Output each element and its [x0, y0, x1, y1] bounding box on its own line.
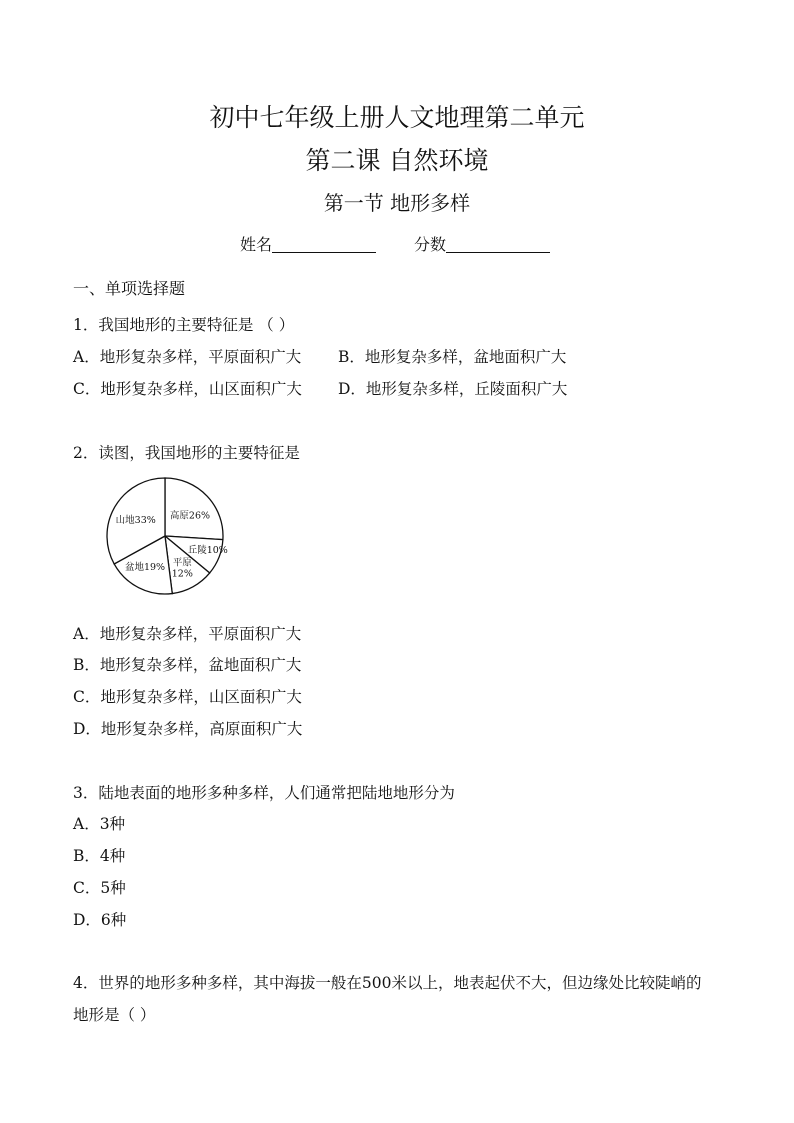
score-blank[interactable]: [446, 236, 550, 253]
pie-slice: [165, 478, 223, 540]
pie-slice-label: 山地33%: [115, 514, 156, 526]
page-title: 初中七年级上册人文地理第二单元: [209, 103, 585, 132]
question-3-option-c[interactable]: C．5种: [73, 879, 126, 897]
pie-slice-label: 高原26%: [169, 510, 211, 522]
question-2-stem: 2．读图，我国地形的主要特征是: [73, 444, 300, 462]
question-1-stem: 1．我国地形的主要特征是 （ ）: [73, 316, 295, 334]
question-1-option-c[interactable]: C．地形复杂多样，山区面积广大: [73, 380, 302, 398]
question-3-option-b[interactable]: B．4种: [73, 847, 126, 865]
section-heading: 一、单项选择题: [73, 279, 186, 298]
question-4-stem-line2: 地形是（ ）: [73, 1006, 156, 1024]
name-label: 姓名: [240, 235, 273, 254]
score-label: 分数: [414, 235, 447, 254]
name-blank[interactable]: [272, 236, 376, 253]
question-4-stem-line1: 4．世界的地形多种多样，其中海拔一般在500米以上，地表起伏不大，但边缘处比较陡峭的: [73, 974, 702, 992]
terrain-pie-chart: [100, 474, 230, 604]
section-title: 第一节 地形多样: [323, 191, 471, 215]
question-2-option-a[interactable]: A．地形复杂多样，平原面积广大: [73, 625, 302, 643]
question-1-option-b[interactable]: B．地形复杂多样，盆地面积广大: [338, 348, 567, 366]
question-1-option-d[interactable]: D．地形复杂多样，丘陵面积广大: [338, 380, 568, 398]
pie-slice-label: 平原: [172, 557, 192, 569]
pie-slice-label: 丘陵10%: [187, 545, 228, 557]
lesson-title: 第二课 自然环境: [305, 146, 489, 175]
question-3-stem: 3．陆地表面的地形多种多样，人们通常把陆地地形分为: [73, 784, 455, 802]
pie-slice-label: 盆地19%: [124, 562, 166, 574]
question-3-option-d[interactable]: D．6种: [73, 911, 127, 929]
question-2-option-d[interactable]: D．地形复杂多样，高原面积广大: [73, 720, 303, 738]
question-1-option-a[interactable]: A．地形复杂多样，平原面积广大: [73, 348, 302, 366]
question-3-option-a[interactable]: A．3种: [73, 815, 126, 833]
question-2-option-c[interactable]: C．地形复杂多样，山区面积广大: [73, 688, 302, 706]
student-info-row: [240, 232, 550, 255]
pie-slice-label: 12%: [171, 568, 193, 580]
question-2-option-b[interactable]: B．地形复杂多样，盆地面积广大: [73, 656, 302, 674]
